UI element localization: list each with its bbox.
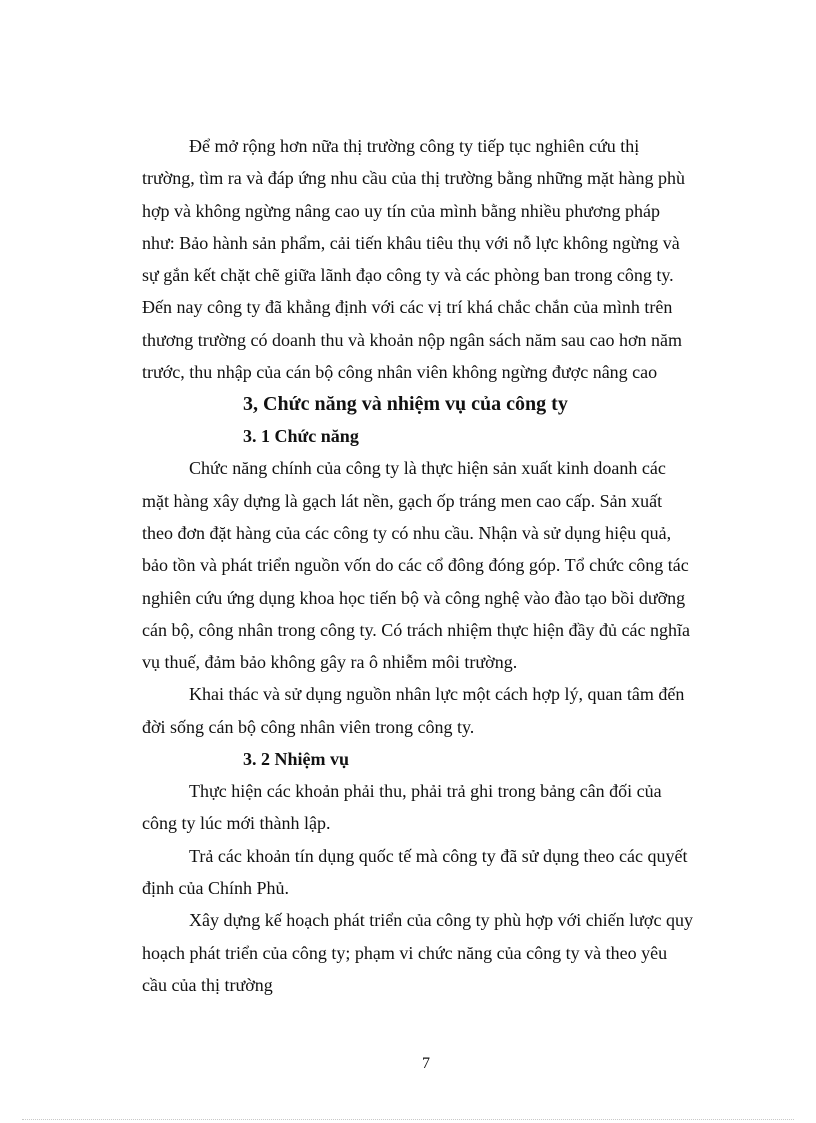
duty-paragraph bbox=[142, 840, 742, 905]
subsection-heading-duty: 3. 2 Nhiệm vụ bbox=[243, 749, 350, 770]
text-line: sự gắn kết chặt chẽ giữa lãnh đạo công ty và các phòng ban trong công ty. bbox=[142, 265, 674, 286]
text-line: Khai thác và sử dụng nguồn nhân lực một cách hợp lý, quan tâm đến bbox=[189, 684, 685, 705]
text-line: Đến nay công ty đã khẳng định với các vị trí khá chắc chắn của mình trên bbox=[142, 297, 673, 318]
section-heading: 3, Chức năng và nhiệm vụ của công ty bbox=[243, 393, 568, 416]
text-line: Chức năng chính của công ty là thực hiện sản xuất kinh doanh các bbox=[189, 458, 666, 479]
function-paragraph bbox=[142, 452, 742, 678]
text-line: hợp và không ngừng nâng cao uy tín của mình bằng nhiều phương pháp bbox=[142, 200, 660, 221]
page-bottom-divider bbox=[22, 1119, 794, 1120]
text-line: bảo tồn và phát triển nguồn vốn do các cổ đông đóng góp. Tổ chức công tác bbox=[142, 555, 689, 576]
function-paragraph bbox=[142, 678, 742, 743]
text-line: theo đơn đặt hàng của các công ty có nhu cầu. Nhận và sử dụng hiệu quả, bbox=[142, 522, 672, 543]
text-line: mặt hàng xây dựng là gạch lát nền, gạch ốp tráng men cao cấp. Sản xuất bbox=[142, 490, 663, 511]
subsection-heading-function: 3. 1 Chức năng bbox=[243, 426, 359, 447]
text-line: thương trường có doanh thu và khoản nộp ngân sách năm sau cao hơn năm bbox=[142, 329, 682, 350]
text-line: Để mở rộng hơn nữa thị trường công ty tiếp tục nghiên cứu thị bbox=[189, 136, 640, 156]
text-line: trước, thu nhập của cán bộ công nhân viên không ngừng được nâng cao bbox=[142, 362, 658, 383]
text-line: trường, tìm ra và đáp ứng nhu cầu của thị trường bằng những mặt hàng phù bbox=[142, 168, 685, 189]
duty-paragraph bbox=[142, 904, 742, 1001]
duty-paragraph bbox=[142, 775, 742, 840]
text-line: đời sống cán bộ công nhân viên trong công ty. bbox=[142, 716, 475, 737]
text-line: nghiên cứu ứng dụng khoa học tiến bộ và công nghệ vào đào tạo bồi dưỡng bbox=[142, 587, 686, 608]
text-line: định của Chính Phủ. bbox=[142, 877, 289, 898]
text-line: vụ thuế, đảm bảo không gây ra ô nhiễm môi trường. bbox=[142, 652, 518, 673]
text-line: hoạch phát triển của công ty; phạm vi chức năng của công ty và theo yêu bbox=[142, 942, 668, 963]
text-line: cầu của thị trường bbox=[142, 974, 273, 995]
page-content bbox=[142, 130, 742, 1001]
intro-paragraph bbox=[142, 130, 742, 388]
page-number: 7 bbox=[422, 1055, 430, 1072]
text-line: Trả các khoản tín dụng quốc tế mà công ty đã sử dụng theo các quyết bbox=[189, 845, 688, 866]
text-line: như: Bảo hành sản phẩm, cải tiến khâu tiêu thụ với nỗ lực không ngừng và bbox=[142, 232, 680, 253]
text-line: Xây dựng kế hoạch phát triển của công ty phù hợp với chiến lược quy bbox=[189, 910, 693, 931]
text-line: cán bộ, công nhân trong công ty. Có trách nhiệm thực hiện đầy đủ các nghĩa bbox=[142, 619, 690, 640]
text-line: Thực hiện các khoản phải thu, phải trả ghi trong bảng cân đối của bbox=[189, 781, 662, 802]
text-line: công ty lúc mới thành lập. bbox=[142, 813, 331, 834]
